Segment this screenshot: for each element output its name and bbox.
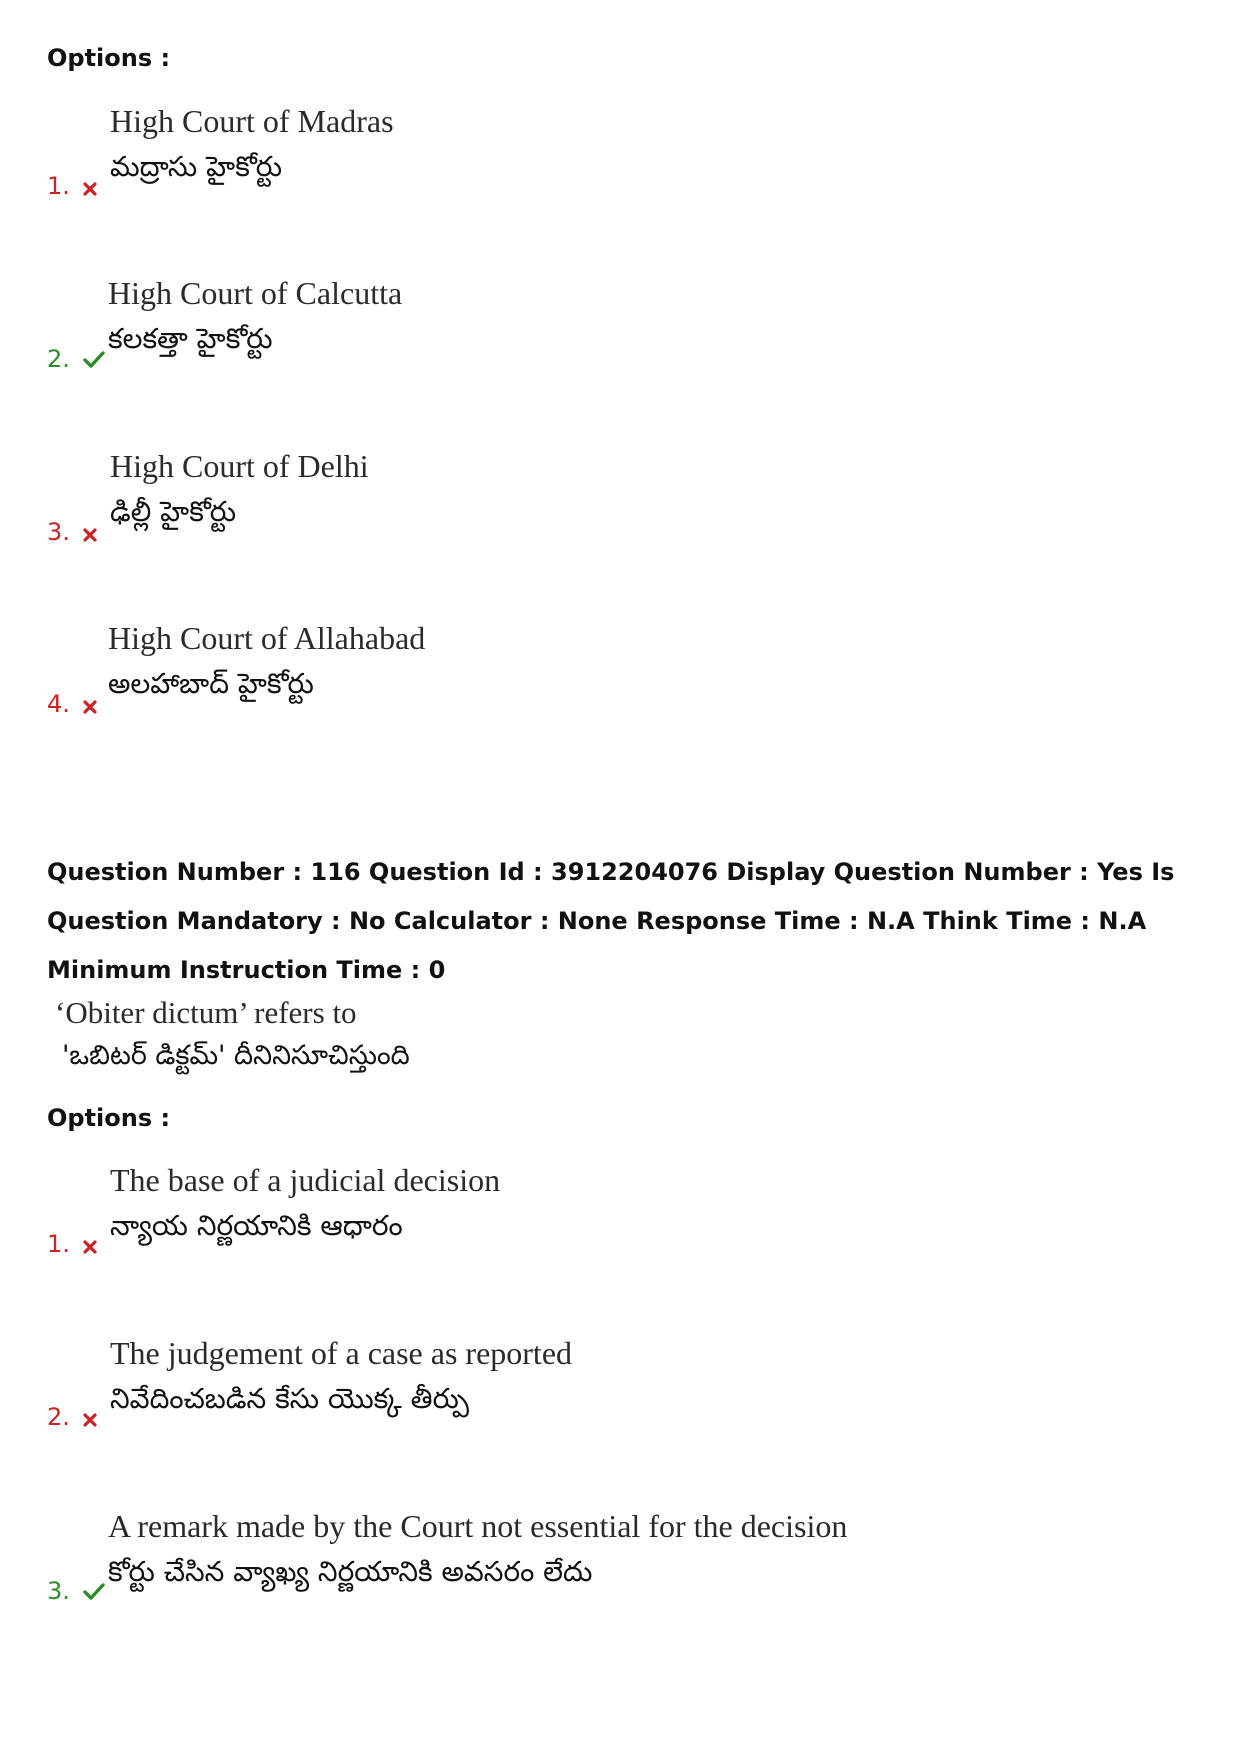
option-4-marker [47,690,97,718]
question-option-2-english: The judgement of a case as reported [110,1335,573,1371]
option-number: 1. [47,172,70,200]
option-number: 1. [47,1230,70,1258]
cross-mark-icon [83,1239,97,1258]
cross-mark-icon [83,527,97,546]
question-option-3-english: A remark made by the Court not essential for the decision [108,1508,848,1544]
check-mark-icon [83,1583,105,1605]
option-number: 3. [47,518,70,546]
option-4-telugu: అలహాబాద్ హైకోర్టు [108,667,314,700]
question-option-2-marker [47,1403,97,1431]
question-option-3-telugu: కోర్టు చేసిన వ్యాఖ్య నిర్ణయానికి అవసరం లేదు [108,1555,593,1588]
options-label: Options : [47,1104,171,1132]
cross-mark-icon [83,181,97,200]
cross-mark-icon [83,1412,97,1431]
option-number: 4. [47,690,70,718]
question-meta: Question Number : 116 Question Id : 3912204076 Display Question Number : Yes Is Question Mandatory : No Calculator : None Response Time : N.A Think Time : N.A Minimum Instruction Time : 0 [47,858,1175,984]
options-label: Options : [47,44,171,72]
option-3-marker [47,518,97,546]
cross-mark-icon [83,699,97,718]
question-telugu: 'ఒబిటర్ డిక్టమ్' దీనినిసూచిస్తుంది [62,1040,410,1071]
option-1-marker [47,172,97,200]
option-3-english: High Court of Delhi [110,448,369,484]
question-option-1-telugu: న్యాయ నిర్ణయానికి ఆధారం [110,1209,403,1242]
option-number: 2. [47,1403,70,1431]
question-option-2-telugu: నివేదించబడిన కేసు యొక్క తీర్పు [110,1382,470,1415]
option-number: 3. [47,1577,70,1605]
option-2-marker [47,345,105,373]
check-mark-icon [83,351,105,373]
question-option-3-marker [47,1577,105,1605]
option-2-telugu: కలకత్తా హైకోర్టు [108,322,273,355]
question-option-1-marker [47,1230,97,1258]
question-english: ‘Obiter dictum’ refers to [55,995,357,1030]
option-2-english: High Court of Calcutta [108,275,403,311]
option-1-telugu: మద్రాసు హైకోర్టు [110,150,283,183]
question-option-1-english: The base of a judicial decision [110,1162,501,1198]
option-number: 2. [47,345,70,373]
option-4-english: High Court of Allahabad [108,620,426,656]
option-1-english: High Court of Madras [110,103,394,139]
option-3-telugu: ఢిల్లీ హైకోర్టు [110,495,237,528]
